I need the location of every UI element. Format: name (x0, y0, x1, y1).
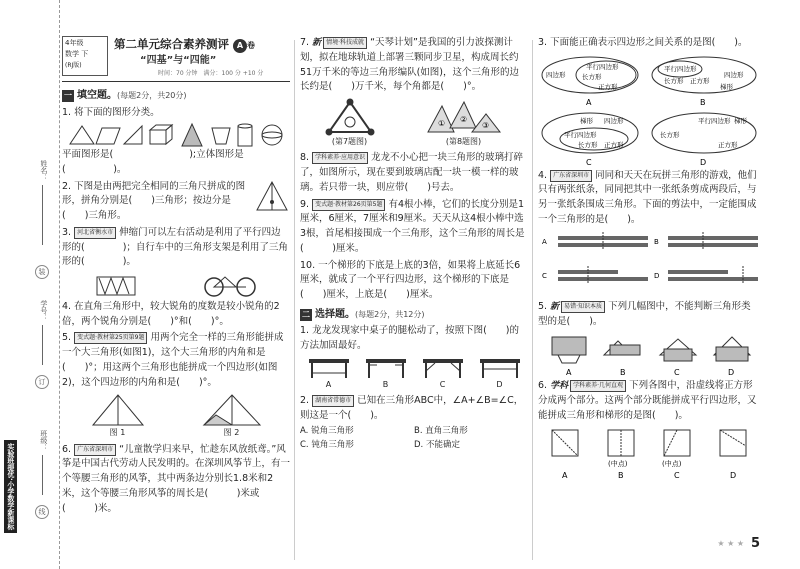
svg-text:四边形: 四边形 (604, 116, 624, 125)
figure-q8-caption: (第8题图) (445, 137, 482, 147)
choice-1-tables (300, 357, 528, 391)
paper-strip-options (538, 230, 760, 300)
question-5-tag: 变式题·教材第25页第9题 (74, 332, 147, 344)
choice-2-option-c[interactable]: C. 钝角三角形 (300, 439, 354, 450)
section-1-note: (每题2分，共20分) (117, 91, 187, 100)
choice-6-text: 下列各图中，沿虚线将正方形分成两个部分。这两个部分既能拼成平行四边形，又能拼成三角形和梯形的是图( )。 (538, 380, 757, 421)
seal-1: 装 (35, 265, 49, 279)
question-7-text: “天琴计划”是我国的引力波探测计划，拟在地球轨道上部署三颗同步卫星，构成周长约51万千米的等边三角形编队(如图)，这个三角形的边长约是( )万千米，每个角都是( )°。 (300, 37, 520, 93)
question-5-figures (62, 393, 290, 439)
class-label: 班级： (39, 430, 48, 451)
svg-text:A: A (542, 237, 547, 246)
svg-text:四边形: 四边形 (724, 70, 744, 79)
svg-text:平行四边形: 平行四边形 (586, 62, 619, 71)
choice-6-tag: 学科素养·几何直观 (570, 380, 626, 392)
section-1-title: 填空题。 (77, 90, 117, 101)
question-6-text: “儿童散学归来早，忙趁东风放纸鸢。”风筝是中国古代劳动人民发明的。在深圳风筝节上，有一个等腰三角形的风筝，其中两条边分别长1.8米和2米，这个等腰三角形风筝的周长是( )米或( )米。 (62, 443, 291, 514)
figure-2-caption: 图 2 (223, 428, 240, 438)
grade: 4年级 (65, 39, 84, 47)
svg-text:长方形: 长方形 (660, 130, 680, 139)
column-divider-1 (294, 40, 295, 560)
svg-text:C: C (542, 271, 547, 280)
page-number: 5 (750, 536, 760, 551)
question-6: 6. 广东省深圳市 “儿童散学归来早，忙趁东风放纸鸢。”风筝是中国古代劳动人民发明的。在深圳风筝节上，有一个等腰三角形的风筝，其中两条边分别长1.8米和2米，这个等腰三角形风筝的周长是( )米或( )米。 (62, 443, 291, 514)
table-option-c: C (421, 357, 465, 391)
svg-text:四边形: 四边形 (546, 70, 566, 79)
choice-1: 1. 龙龙发现家中桌子的腿松动了，按照下图( )的方法加固最好。 (300, 325, 519, 351)
choice-2-text: 已知在三角形ABC中，∠A+∠B=∠C，则这是一个( )。 (300, 395, 524, 421)
svg-text:(中点): (中点) (608, 459, 628, 468)
svg-text:正方形: 正方形 (718, 140, 738, 149)
class-line (42, 455, 43, 495)
svg-text:梯形: 梯形 (580, 116, 593, 125)
svg-text:平行四边形: 平行四边形 (564, 130, 597, 139)
svg-text:C: C (674, 368, 680, 378)
figure-q7-caption: (第7题图) (331, 137, 368, 147)
choice-3: 3. 下面能正确表示四边形之间关系的是图( )。 (538, 37, 748, 48)
question-7: 7. 新 情境·科技成就 “天琴计划”是我国的引力波探测计划，拟在地球轨道上部署三颗同步卫星，构成周长约51万千米的等边三角形编队(如图)，这个三角形的边长约是( )万千米，每个角都是( )°。 (300, 37, 520, 93)
brand-strip: 实验班提优·小学数学新课标 (4, 440, 17, 533)
seal-2: 订 (35, 375, 49, 389)
svg-text:平行四边形: 平行四边形 (698, 116, 731, 125)
seat-line (42, 325, 43, 365)
svg-text:C: C (674, 470, 680, 480)
page-stars: ★ ★ ★ (717, 539, 744, 548)
choice-4-tag: 广东省深圳市 (550, 170, 592, 182)
column-2 (300, 36, 528, 452)
question-5-text: 用两个完全一样的三角形能拼成一个大三角形(如图1)，这个大三角形的内角和是( )°；用这两个三角形也能拼成一个四边形(如图2)，这个四边形的内角和是( )°。 (62, 332, 284, 388)
paper-badge: A (233, 39, 247, 53)
choice-5: 5. 新 易错·知识本质 下列几幅图中，不能判断三角形类型的是( )。 (538, 300, 751, 327)
column-divider-2 (532, 40, 533, 560)
svg-text:(中点): (中点) (662, 459, 682, 468)
svg-text:②: ② (459, 115, 467, 125)
svg-text:A: A (562, 470, 568, 480)
page-title (114, 36, 255, 54)
question-9: 9. 变式题·教材第26页第5题 有4根小棒，它们的长度分别是1厘米，6厘米，7厘米和9厘米。天天从这4根小棒中选3根，首尾相接围成一个三角形，这个三角形的周长是( )厘米。 (300, 198, 525, 254)
figure-q7 (325, 98, 375, 148)
table-option-a: A (307, 357, 351, 391)
svg-text:长方形: 长方形 (582, 72, 602, 81)
question-3-figures (62, 273, 290, 297)
page-subtitle: “四基”与“四能” (140, 55, 217, 66)
svg-text:A: A (566, 368, 572, 378)
svg-text:梯形: 梯形 (734, 116, 747, 125)
question-9-text: 有4根小棒，它们的长度分别是1厘米，6厘米，7厘米和9厘米。天天从这4根小棒中选3根，首尾相接围成一个三角形，这个三角形的周长是( )厘米。 (300, 198, 525, 254)
question-3-tag: 河北省衡水市 (74, 227, 116, 239)
figure-1 (91, 393, 145, 439)
svg-text:①: ① (437, 119, 445, 129)
question-2: 2. 下图是由两把完全相同的三角尺拼成的图形，拼角分别是( )三角形；按边分是( )三角形。 (62, 180, 246, 222)
column-3 (538, 36, 760, 482)
svg-text:正方形: 正方形 (604, 140, 624, 149)
subject: 数学 下 (65, 50, 89, 58)
triangle-shape (70, 126, 94, 144)
question-1-fill: 平面图形是( );立体图形是( )。 (62, 149, 244, 175)
choice-2-option-d[interactable]: D. 不能确定 (414, 439, 460, 450)
title-text: 第二单元综合素养测评 (114, 37, 229, 51)
svg-text:D: D (728, 368, 735, 378)
choice-6: 6. 学科 学科素养·几何直观 下列各图中，沿虚线将正方形分成两个部分。这两个部分既能拼成平行四边形，又能拼成三角形和梯形的是图( )。 (538, 380, 757, 421)
name-line (42, 185, 43, 245)
svg-text:B: B (620, 368, 626, 378)
edition: (RJ版) (65, 62, 82, 69)
question-7-tag: 情境·科技成就 (323, 37, 367, 49)
question-10: 10. 一个梯形的下底是上底的3倍，如果将上底延长6厘米，就成了一个平行四边形，这个梯形的下底是( )厘米，上底是( )厘米。 (300, 259, 521, 300)
section-2-number: 二 (300, 309, 312, 321)
svg-text:B: B (618, 470, 624, 480)
section-1-number: 一 (62, 90, 74, 102)
choice-5-text: 下列几幅图中，不能判断三角形类型的是( )。 (538, 300, 751, 327)
figure-2 (202, 393, 262, 439)
right-triangle-shape (124, 126, 142, 144)
square-cut-options (538, 426, 760, 482)
choice-2-tag: 湖南省常德市 (312, 395, 354, 407)
figure-1-caption: 图 1 (109, 428, 126, 438)
binding-margin (0, 0, 60, 569)
svg-text:B: B (700, 97, 706, 107)
set-square-figure (255, 180, 289, 212)
svg-text:B: B (654, 237, 659, 246)
choice-2-options (300, 425, 528, 451)
choice-2: 2. 湖南省常德市 已知在三角形ABC中，∠A+∠B=∠C，则这是一个( )。 (300, 395, 524, 421)
exam-meta: 时间：70 分钟 满分：100 分 +10 分 (158, 70, 264, 77)
badge-suffix: 卷 (247, 41, 256, 50)
question-4: 4. 在直角三角形中，较大锐角的度数是较小锐角的2倍，两个锐角分别是( )°和( )°。 (62, 300, 280, 327)
seat-label: 学号： (39, 300, 48, 321)
question-5: 5. 变式题·教材第25页第9题 用两个完全一样的三角形能拼成一个大三角形(如图1)，这个大三角形的内角和是( )°；用这两个三角形也能拼成一个四边形(如图2)，这个四边形的内角和是( )°。 (62, 332, 284, 388)
svg-text:梯形: 梯形 (720, 82, 733, 91)
trapezoid-shape (212, 128, 230, 144)
svg-text:正方形: 正方形 (690, 76, 710, 85)
question-3: 3. 河北省衡水市 伸缩门可以左右活动是利用了平行四边形的( )；自行车中的三角形支架是利用了三角形的( )。 (62, 226, 288, 268)
choice-4-text: 同同和天天在玩拼三角形的游戏，他们只有两张纸条，同同把其中一张纸条剪成两段后，与另一张纸条围成三角形。下面的剪法中，一定能围成一个三角形的是( )。 (538, 169, 757, 225)
cylinder-shape (238, 126, 252, 146)
question-6-tag: 广东省深圳市 (74, 444, 116, 456)
question-8-text: 龙龙不小心把一块三角形的玻璃打碎了，如图所示，现在要到玻璃店配一块一模一样的玻璃。若只带一块，则应带( )号去。 (300, 152, 524, 193)
choice-2-option-a[interactable]: A. 锐角三角形 (300, 426, 354, 437)
section-2-title: 选择题。 (315, 308, 355, 320)
question-8-tag: 学科素养·应用意识 (312, 152, 368, 164)
parallelogram-shape (96, 128, 120, 144)
svg-text:平行四边形: 平行四边形 (664, 64, 697, 73)
svg-text:C: C (586, 157, 592, 167)
cone-shape (182, 124, 202, 146)
gate-icon (96, 275, 136, 297)
question-1: 1. 将下面的图形分类。 (62, 106, 160, 118)
question-3-text: 伸缩门可以左右活动是利用了平行四边形的( )；自行车中的三角形支架是利用了三角形的( )。 (62, 226, 288, 268)
question-9-tag: 变式题·教材第26页第5题 (312, 199, 385, 211)
section-2-note: (每题2分，共12分) (355, 309, 425, 319)
question-8: 8. 学科素养·应用意识 龙龙不小心把一块三角形的玻璃打碎了，如图所示，现在要到玻璃店配一块一模一样的玻璃。若只带一块，则应带( )号去。 (300, 152, 524, 193)
bicycle-icon (203, 273, 257, 297)
page-header (62, 36, 290, 82)
svg-text:D: D (700, 157, 707, 167)
grade-box (62, 36, 108, 76)
table-option-b: B (364, 357, 408, 391)
section-1-heading (62, 88, 290, 104)
table-option-d: D (478, 357, 522, 391)
column-1 (62, 84, 290, 518)
sphere-shape (262, 125, 282, 145)
svg-text:D: D (654, 271, 660, 280)
svg-text:D: D (730, 470, 737, 480)
svg-text:③: ③ (481, 121, 489, 131)
figure-q8 (424, 98, 504, 148)
name-label: 姓名： (39, 160, 48, 181)
section-2-heading (300, 307, 528, 323)
svg-text:正方形: 正方形 (598, 82, 618, 91)
svg-text:长方形: 长方形 (664, 76, 684, 85)
choice-4: 4. 广东省深圳市 同同和天天在玩拼三角形的游戏，他们只有两张纸条，同同把其中一张纸条剪成两段后，与另一张纸条围成三角形。下面的剪法中，一定能围成一个三角形的是( )。 (538, 169, 757, 225)
svg-text:A: A (586, 97, 592, 107)
svg-text:长方形: 长方形 (578, 140, 598, 149)
cube-shape (150, 130, 166, 144)
quadrilateral-venn-diagrams (538, 53, 760, 169)
question-7-8-figures (300, 98, 528, 148)
choice-2-option-b[interactable]: B. 直角三角形 (414, 426, 468, 437)
seal-3: 线 (35, 505, 49, 519)
triangle-type-options (538, 331, 760, 379)
choice-5-tag: 易错·知识本质 (561, 301, 605, 313)
shapes-row (62, 122, 290, 148)
